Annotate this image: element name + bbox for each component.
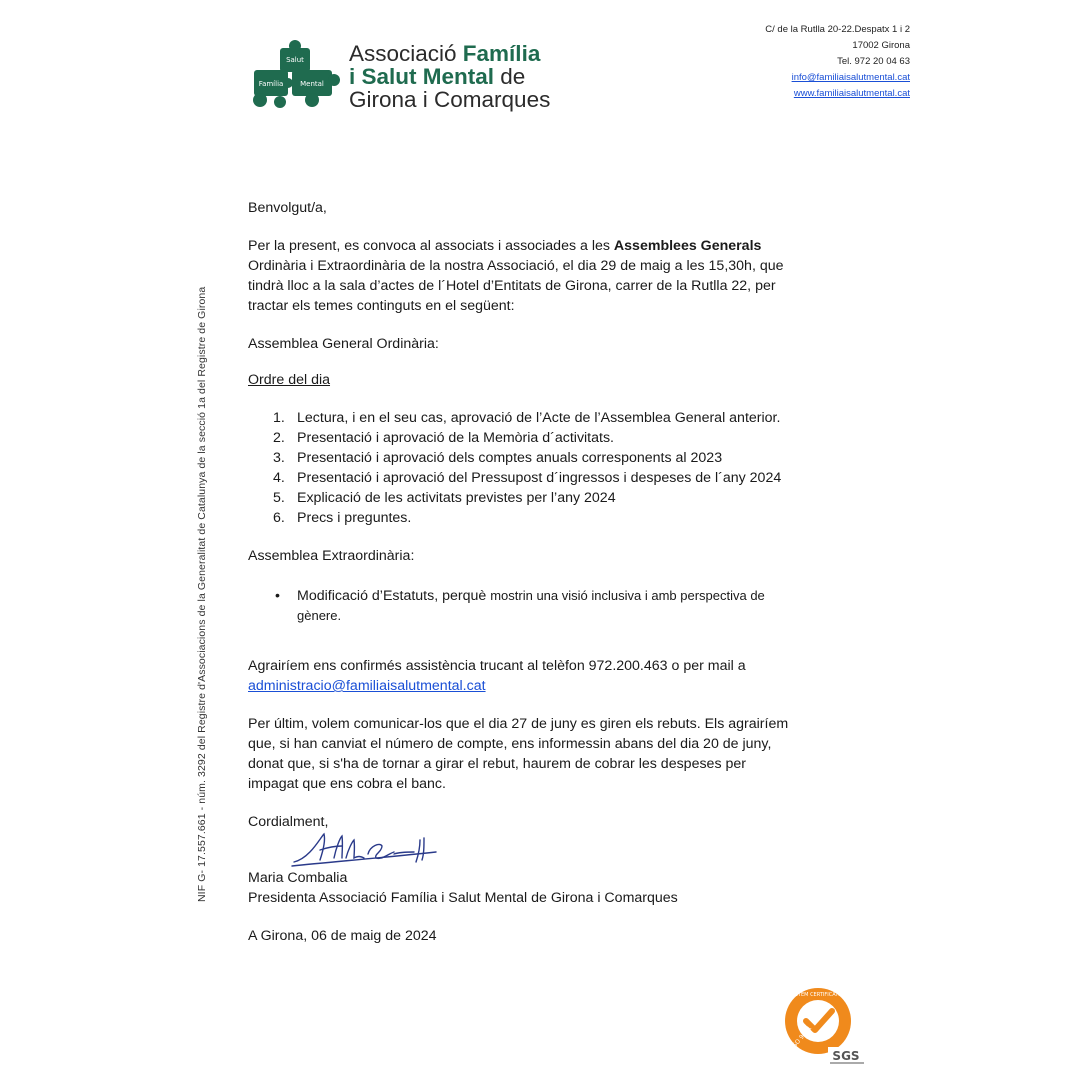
- logo-line1-plain: Associació: [349, 41, 463, 66]
- logo-line2-bold: i Salut Mental: [349, 64, 495, 89]
- agenda-heading: Ordre del dia: [248, 372, 331, 388]
- agenda-item: [248, 428, 808, 448]
- agenda-text: Lectura, i en el seu cas, aprovació de l’Acte de l’Assemblea General anterior.: [297, 410, 781, 426]
- stamp-ring-text: SYSTEM CERTIFICATION: [788, 992, 848, 998]
- address-block: [765, 22, 910, 102]
- address-email-link[interactable]: info@familiaisalutmental.cat: [791, 72, 910, 83]
- handwritten-signature: [290, 828, 440, 870]
- extraordinary-heading: Assemblea Extraordinària:: [248, 548, 415, 564]
- agenda-num: 1.: [273, 410, 285, 426]
- signer-name: Maria Combalia: [248, 870, 348, 886]
- agenda-text: Precs i preguntes.: [297, 510, 412, 526]
- registry-side-text: NIF G- 17.557.661 - núm. 3292 del Registre d'Associacions de la Generalitat de Catalunya de la secció 1a del Registre de Girona: [196, 286, 208, 902]
- final-line-2: que, si han canviat el número de compte, ens informessin abans del dia 20 de juny,: [248, 736, 772, 752]
- sgs-certification-stamp: [780, 985, 866, 1065]
- confirm-line-1: Agrairíem ens confirmés assistència trucant al telèfon 972.200.463 o per mail a: [248, 658, 746, 674]
- intro-bold: Assemblees Generals: [613, 238, 762, 254]
- admin-email-link[interactable]: administracio@familiaisalutmental.cat: [248, 678, 486, 694]
- place-date: A Girona, 06 de maig de 2024: [248, 928, 437, 944]
- address-city: 17002 Girona: [852, 40, 910, 51]
- bullet-dot: •: [275, 588, 280, 604]
- intro-line-3: tindrà lloc a la sala d’actes de l´Hotel d’Entitats de Girona, carrer de la Rutlla 22, per: [248, 278, 776, 294]
- logo-line2-plain: de: [494, 64, 526, 89]
- agenda-item: [248, 448, 808, 468]
- agenda-item: [248, 408, 808, 428]
- intro-text-start: Per la present, es convoca al associats i associades a les: [248, 238, 614, 254]
- extra-item-c: gènere.: [297, 608, 342, 623]
- signer-title: Presidenta Associació Família i Salut Mental de Girona i Comarques: [248, 890, 678, 906]
- extra-item-b: mostrin una visió inclusiva i amb perspectiva de: [490, 588, 765, 603]
- extraordinary-item: [248, 586, 808, 626]
- intro-paragraph: [248, 236, 808, 316]
- agenda-text: Presentació i aprovació dels comptes anuals corresponents al 2023: [297, 450, 723, 466]
- logo-wordmark: [349, 42, 550, 111]
- logo-line3: Girona i Comarques: [349, 87, 551, 112]
- final-line-3: donat que, si s'ha de tornar a girar el rebut, haurem de cobrar les despeses per: [248, 756, 746, 772]
- confirm-paragraph: [248, 656, 808, 696]
- stamp-brand: SGS: [832, 1049, 860, 1063]
- address-street: C/ de la Rutlla 20-22.Despatx 1 i 2: [765, 24, 910, 35]
- agenda-item: [248, 468, 808, 488]
- signer-block: [248, 868, 808, 908]
- final-paragraph: [248, 714, 808, 794]
- agenda-num: 4.: [273, 470, 285, 486]
- address-phone: Tel. 972 20 04 63: [837, 56, 910, 67]
- closing: Cordialment,: [248, 814, 329, 830]
- puzzle-logo-icon: [250, 40, 342, 110]
- extra-item-a: Modificació d’Estatuts, perquè: [297, 588, 491, 604]
- final-line-4: impagat que ens cobra el banc.: [248, 776, 446, 792]
- intro-line-2: Ordinària i Extraordinària de la nostra Associació, el dia 29 de maig a les 15,30h, que: [248, 258, 784, 274]
- agenda-num: 6.: [273, 510, 285, 526]
- logo-word-familia: Família: [258, 80, 284, 88]
- agenda-item: [248, 488, 808, 508]
- agenda-text: Presentació i aprovació de la Memòria d´activitats.: [297, 430, 614, 446]
- logo-word-mental: Mental: [300, 80, 324, 88]
- address-website-link[interactable]: www.familiaisalutmental.cat: [793, 88, 910, 99]
- final-line-1: Per últim, volem comunicar-los que el dia 27 de juny es giren els rebuts. Els agrairíem: [248, 716, 789, 732]
- agenda-item: [248, 508, 808, 528]
- agenda-text: Presentació i aprovació del Pressupost d´ingressos i despeses de l´any 2024: [297, 470, 782, 486]
- greeting: Benvolgut/a,: [248, 200, 327, 216]
- agenda-num: 3.: [273, 450, 285, 466]
- agenda-text: Explicació de les activitats previstes per l’any 2024: [297, 490, 616, 506]
- intro-line-4: tractar els temes continguts en el següent:: [248, 298, 515, 314]
- agenda-num: 2.: [273, 430, 285, 446]
- logo-word-salut: Salut: [286, 56, 304, 64]
- association-logo: [250, 40, 570, 115]
- ordinary-heading: Assemblea General Ordinària:: [248, 336, 439, 352]
- agenda-num: 5.: [273, 490, 285, 506]
- logo-line1-bold: Família: [462, 41, 541, 66]
- stamp-iso-text: ISO 9001: [790, 1024, 814, 1051]
- agenda-list: [248, 408, 808, 528]
